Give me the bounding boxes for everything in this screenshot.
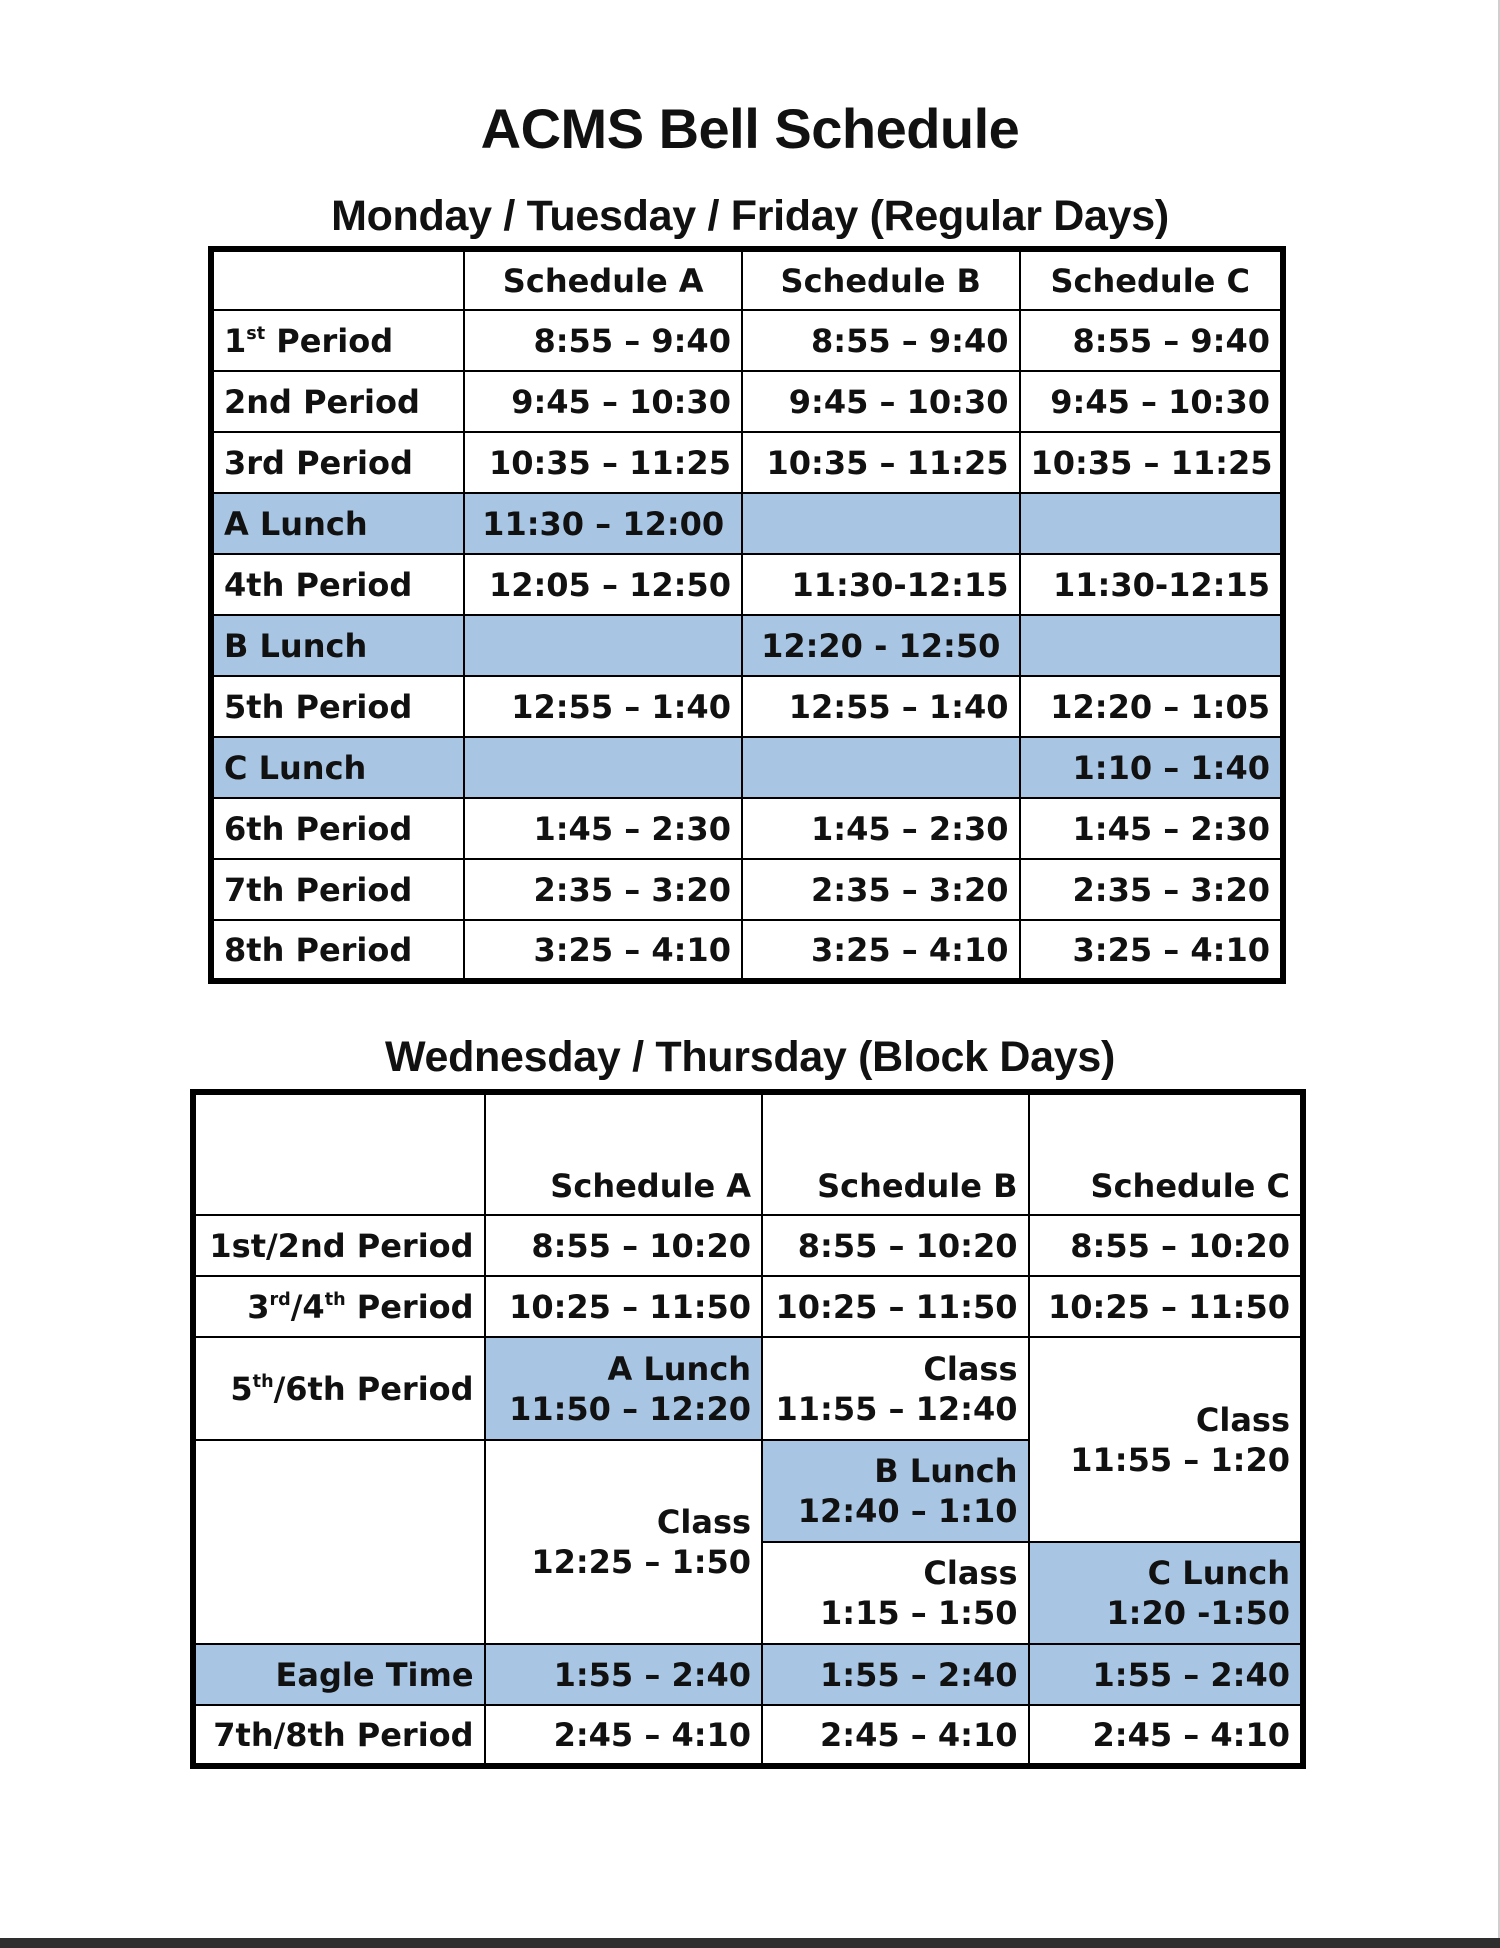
time-cell: 11:30-12:15 xyxy=(742,554,1020,615)
time-cell: 8:55 – 9:40 xyxy=(1020,310,1284,371)
regular-days-table xyxy=(208,246,1286,984)
table-row xyxy=(211,554,1283,615)
time-cell: 2:35 – 3:20 xyxy=(464,859,742,920)
time-cell xyxy=(1020,493,1284,554)
time-cell: 8:55 – 9:40 xyxy=(464,310,742,371)
table-row xyxy=(193,1276,1303,1337)
time-cell: 9:45 – 10:30 xyxy=(742,371,1020,432)
row-label-empty xyxy=(193,1440,485,1644)
ordinal-suffix: th xyxy=(252,1371,274,1392)
block-days-heading: Wednesday / Thursday (Block Days) xyxy=(384,1033,1116,1081)
cell-line: Class xyxy=(656,1503,752,1541)
time-cell: 8:55 – 10:20 xyxy=(485,1215,763,1276)
lunch-row-c xyxy=(211,737,1283,798)
time-cell: 1:45 – 2:30 xyxy=(742,798,1020,859)
cell-line: 1:20 -1:50 xyxy=(1106,1594,1290,1632)
time-cell: 12:55 – 1:40 xyxy=(464,676,742,737)
time-cell: 1:45 – 2:30 xyxy=(1020,798,1284,859)
time-cell: 2:45 – 4:10 xyxy=(485,1705,763,1766)
row-label: Eagle Time xyxy=(193,1644,485,1705)
table-row xyxy=(211,432,1283,493)
time-cell: 10:35 – 11:25 xyxy=(1020,432,1284,493)
lunch-row-a xyxy=(211,493,1283,554)
row-label: 5th Period xyxy=(211,676,464,737)
time-cell: 2:35 – 3:20 xyxy=(742,859,1020,920)
cell-line: 11:55 – 1:20 xyxy=(1070,1440,1290,1479)
header-schedule-c: Schedule C xyxy=(1020,249,1284,310)
time-cell: 1:55 – 2:40 xyxy=(485,1644,763,1705)
cell-line: 11:55 – 12:40 xyxy=(775,1389,1018,1428)
table-row xyxy=(211,798,1283,859)
time-cell xyxy=(742,493,1020,554)
cell-line: 12:40 – 1:10 xyxy=(797,1492,1018,1530)
cell-line: 12:25 – 1:50 xyxy=(531,1543,752,1581)
row-label: 4th Period xyxy=(211,554,464,615)
header-empty-cell xyxy=(211,249,464,310)
b-class-cell xyxy=(762,1542,1028,1644)
page-title: ACMS Bell Schedule xyxy=(480,97,1020,160)
label-part: Period xyxy=(345,1287,474,1326)
time-cell: 3:25 – 4:10 xyxy=(1020,920,1284,981)
cell-line: Class xyxy=(923,1349,1018,1388)
eagle-time-row xyxy=(193,1644,1303,1705)
time-cell: 1:10 – 1:40 xyxy=(1020,737,1284,798)
table-row xyxy=(211,920,1283,981)
header-schedule-c: Schedule C xyxy=(1029,1092,1304,1215)
header-schedule-b: Schedule B xyxy=(762,1092,1028,1215)
cell-line: Class xyxy=(923,1554,1018,1592)
header-schedule-a: Schedule A xyxy=(485,1092,763,1215)
time-cell xyxy=(464,615,742,676)
time-cell: 3:25 – 4:10 xyxy=(464,920,742,981)
row-label xyxy=(193,1337,485,1440)
time-cell: 10:25 – 11:50 xyxy=(1029,1276,1304,1337)
row-label: C Lunch xyxy=(211,737,464,798)
cell-line: B Lunch xyxy=(874,1452,1018,1490)
time-cell: 2:45 – 4:10 xyxy=(1029,1705,1304,1766)
cell-line: 11:50 – 12:20 xyxy=(509,1389,752,1428)
table-row xyxy=(193,1215,1303,1276)
time-cell xyxy=(1020,615,1284,676)
regular-days-heading: Monday / Tuesday / Friday (Regular Days) xyxy=(331,192,1169,240)
time-cell: 10:25 – 11:50 xyxy=(762,1276,1028,1337)
label-part: 3 xyxy=(247,1287,270,1326)
time-cell: 11:30 – 12:00 xyxy=(464,493,742,554)
time-cell: 1:45 – 2:30 xyxy=(464,798,742,859)
lunch-row-b xyxy=(211,615,1283,676)
cell-line: A Lunch xyxy=(607,1349,752,1388)
row-label: 3rd Period xyxy=(211,432,464,493)
time-cell: 12:05 – 12:50 xyxy=(464,554,742,615)
row-label: 6th Period xyxy=(211,798,464,859)
time-cell: 1:55 – 2:40 xyxy=(762,1644,1028,1705)
row-label: 1st/2nd Period xyxy=(193,1215,485,1276)
time-cell: 2:35 – 3:20 xyxy=(1020,859,1284,920)
table-row xyxy=(193,1337,1303,1440)
time-cell: 2:45 – 4:10 xyxy=(762,1705,1028,1766)
c-lunch-cell xyxy=(1029,1542,1304,1644)
b-class-cell xyxy=(762,1337,1028,1440)
b-lunch-cell xyxy=(762,1440,1028,1542)
cell-line: C Lunch xyxy=(1147,1554,1290,1592)
row-label: B Lunch xyxy=(211,615,464,676)
table-row xyxy=(211,310,1283,371)
a-class-cell xyxy=(485,1440,763,1644)
time-cell xyxy=(742,737,1020,798)
table-row xyxy=(211,859,1283,920)
label-part: /4 xyxy=(290,1287,325,1326)
time-cell: 8:55 – 10:20 xyxy=(762,1215,1028,1276)
row-label: 8th Period xyxy=(211,920,464,981)
cell-line: 1:15 – 1:50 xyxy=(820,1594,1018,1632)
ordinal-suffix: st xyxy=(246,323,266,344)
row-label xyxy=(193,1276,485,1337)
row-label: 2nd Period xyxy=(211,371,464,432)
a-lunch-cell xyxy=(485,1337,763,1440)
header-schedule-b: Schedule B xyxy=(742,249,1020,310)
time-cell: 10:35 – 11:25 xyxy=(742,432,1020,493)
page-edge-bottom xyxy=(0,1938,1500,1948)
time-cell: 8:55 – 10:20 xyxy=(1029,1215,1304,1276)
time-cell: 11:30-12:15 xyxy=(1020,554,1284,615)
row-label: 7th/8th Period xyxy=(193,1705,485,1766)
row-label: 1st Period xyxy=(211,310,464,371)
row-label: 7th Period xyxy=(211,859,464,920)
table-row xyxy=(211,371,1283,432)
label-part: 5 xyxy=(230,1369,253,1408)
time-cell: 10:25 – 11:50 xyxy=(485,1276,763,1337)
label-part: /6th Period xyxy=(273,1369,474,1408)
header-empty-cell xyxy=(193,1092,485,1215)
ordinal-suffix: rd xyxy=(269,1289,291,1310)
table-row xyxy=(193,1705,1303,1766)
time-cell: 12:55 – 1:40 xyxy=(742,676,1020,737)
c-class-cell xyxy=(1029,1337,1304,1542)
time-cell: 12:20 - 12:50 xyxy=(742,615,1020,676)
time-cell: 9:45 – 10:30 xyxy=(464,371,742,432)
time-cell: 10:35 – 11:25 xyxy=(464,432,742,493)
table-header-row xyxy=(193,1092,1303,1215)
block-days-table xyxy=(190,1089,1306,1769)
time-cell: 12:20 – 1:05 xyxy=(1020,676,1284,737)
table-header-row xyxy=(211,249,1283,310)
ordinal-suffix: th xyxy=(324,1289,346,1310)
time-cell: 3:25 – 4:10 xyxy=(742,920,1020,981)
row-label: A Lunch xyxy=(211,493,464,554)
cell-line: Class xyxy=(1195,1400,1290,1439)
table-row xyxy=(211,676,1283,737)
time-cell: 1:55 – 2:40 xyxy=(1029,1644,1304,1705)
time-cell: 8:55 – 9:40 xyxy=(742,310,1020,371)
time-cell: 9:45 – 10:30 xyxy=(1020,371,1284,432)
time-cell xyxy=(464,737,742,798)
header-schedule-a: Schedule A xyxy=(464,249,742,310)
